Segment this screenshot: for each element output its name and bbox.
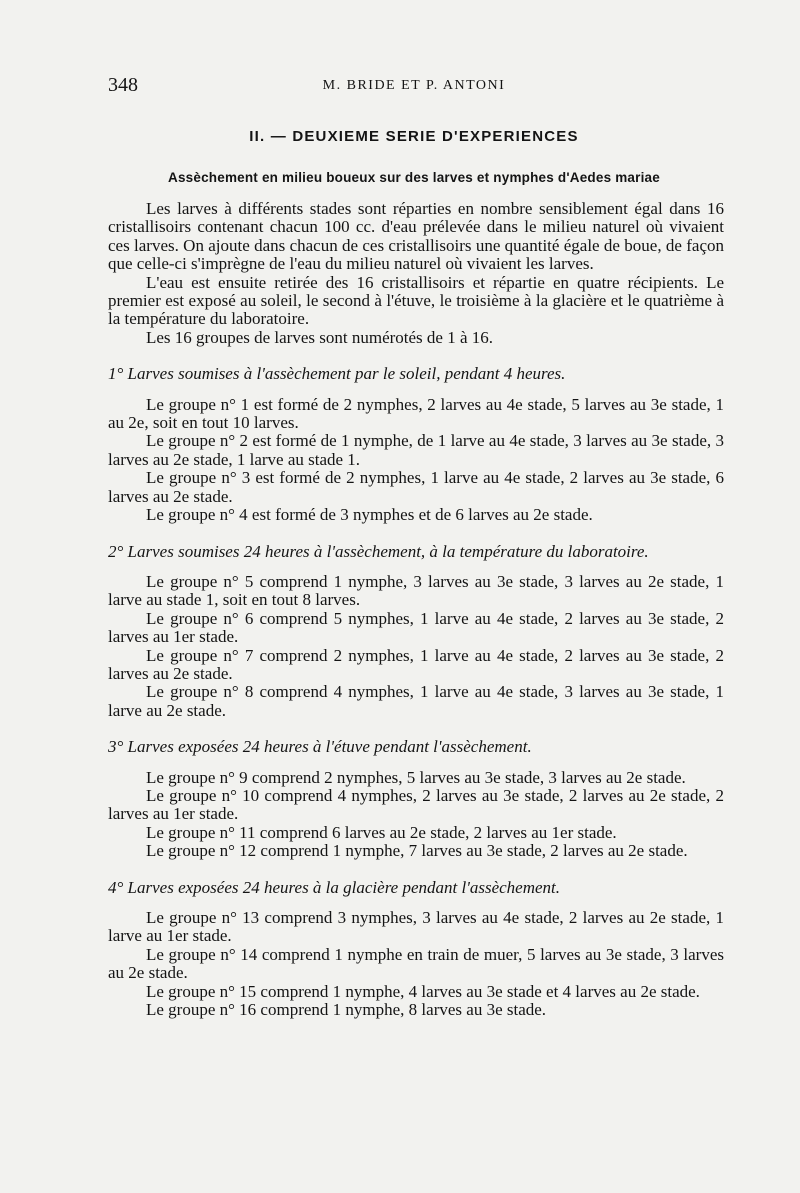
intro-paragraph: Les larves à différents stades sont réparties en nombre sensiblement égal dans 16 cristallisoirs contenant chacun 100 cc. d'eau prélevée dans le milieu naturel où vivaient ces larves. On ajoute dans chacun de ces cristallisoirs une quantité égale de boue, de façon que celle-ci s'imprègne de l'eau du milieu naturel où vivaient les larves. [108,199,724,274]
group-paragraph: Le groupe n° 6 comprend 5 nymphes, 1 larve au 4e stade, 2 larves au 3e stade, 2 larves au 1er stade. [108,608,724,647]
intro-paragraph: Les 16 groupes de larves sont numérotés de 1 à 16. [146,327,493,347]
intro [108,200,724,347]
section-subtitle: Assèchement en milieu boueux sur des larves et nymphes d'Aedes mariae [168,170,660,185]
group-paragraph: Le groupe n° 11 comprend 6 larves au 2e stade, 2 larves au 1er stade. [146,822,617,842]
group-paragraph: Le groupe n° 14 comprend 1 nymphe en train de muer, 5 larves au 3e stade, 3 larves au 2e stade. [108,944,724,983]
experiment-1 [108,365,724,524]
experiment-title: 4° Larves exposées 24 heures à la glacière pendant l'assèchement. [108,877,561,897]
group-paragraph: Le groupe n° 1 est formé de 2 nymphes, 2 larves au 4e stade, 5 larves au 3e stade, 1 au 2e, soit en tout 10 larves. [108,394,724,433]
group-paragraph: Le groupe n° 10 comprend 4 nymphes, 2 larves au 3e stade, 2 larves au 2e stade, 2 larves au 1er stade. [108,785,724,824]
group-paragraph: Le groupe n° 8 comprend 4 nymphes, 1 larve au 4e stade, 3 larves au 3e stade, 1 larve au 2e stade. [108,682,724,720]
experiment-title: 2° Larves soumises 24 heures à l'assèchement, à la température du laboratoire. [108,541,649,561]
group-paragraph: Le groupe n° 2 est formé de 1 nymphe, de 1 larve au 4e stade, 3 larves au 3e stade, 3 larves au 2e stade, 1 larve au stade 1. [108,431,724,469]
group-paragraph: Le groupe n° 4 est formé de 3 nymphes et de 6 larves au 2e stade. [146,505,593,525]
running-head: M. BRIDE ET P. ANTONI [322,78,506,93]
article-body [108,200,724,1031]
group-paragraph: Le groupe n° 15 comprend 1 nymphe, 4 larves au 3e stade et 4 larves au 2e stade. [146,981,700,1001]
group-paragraph: Le groupe n° 12 comprend 1 nymphe, 7 larves au 3e stade, 2 larves au 2e stade. [146,841,688,861]
page-header [108,74,720,98]
experiment-title: 3° Larves exposées 24 heures à l'étuve pendant l'assèchement. [108,737,532,757]
group-paragraph: Le groupe n° 3 est formé de 2 nymphes, 1 larve au 4e stade, 2 larves au 3e stade, 6 larves au 2e stade. [108,468,724,506]
intro-paragraph: L'eau est ensuite retirée des 16 cristallisoirs et répartie en quatre récipients. Le premier est exposé au soleil, le second à l'étuve, le troisième à la glacière et le quatrième à la température du laboratoire. [108,272,724,329]
experiment-2 [108,543,724,721]
group-paragraph: Le groupe n° 5 comprend 1 nymphe, 3 larves au 3e stade, 3 larves au 2e stade, 1 larve au stade 1, soit en tout 8 larves. [108,571,724,610]
experiment-title: 1° Larves soumises à l'assèchement par le soleil, pendant 4 heures. [108,364,566,384]
group-paragraph: Le groupe n° 13 comprend 3 nymphes, 3 larves au 4e stade, 2 larves au 2e stade, 1 larve au 1er stade. [108,908,724,946]
experiment-4 [108,879,724,1020]
section-title: II. — DEUXIEME SERIE D'EXPERIENCES [249,128,579,145]
experiment-3 [108,738,724,860]
group-paragraph: Le groupe n° 16 comprend 1 nymphe, 8 larves au 3e stade. [146,1000,547,1020]
group-paragraph: Le groupe n° 9 comprend 2 nymphes, 5 larves au 3e stade, 3 larves au 2e stade. [146,767,686,787]
group-paragraph: Le groupe n° 7 comprend 2 nymphes, 1 larve au 4e stade, 2 larves au 3e stade, 2 larves au 2e stade. [108,645,724,683]
page-number: 348 [108,74,138,96]
